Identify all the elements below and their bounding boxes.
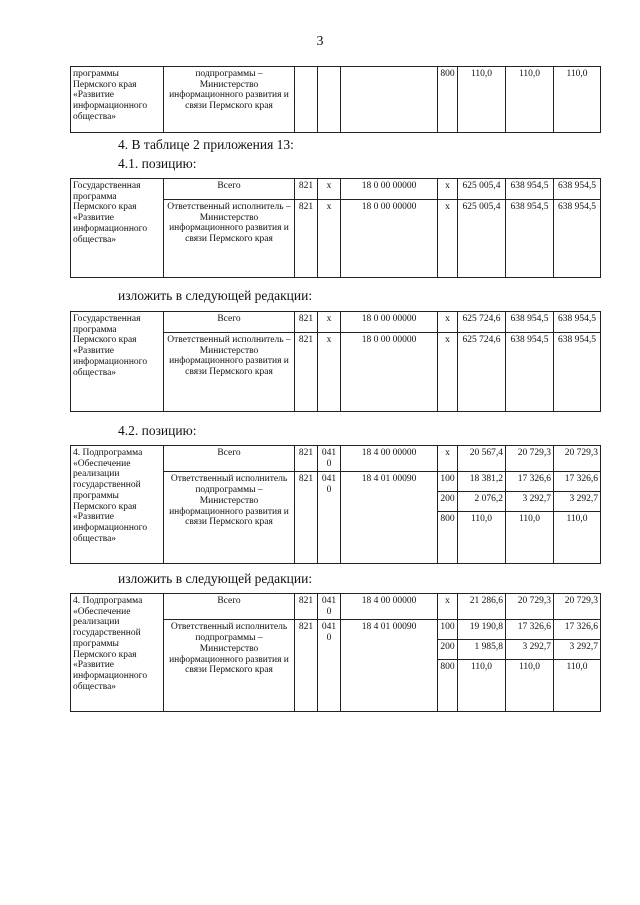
vr-cell: 200 <box>438 492 458 512</box>
table-row <box>71 179 601 200</box>
top-fragment-table <box>70 66 601 133</box>
grbs-cell <box>295 67 318 133</box>
rzpr-cell: 0410 <box>318 594 341 620</box>
row-label-cell: Ответственный исполнитель – Министерство информационного развития и связи Пермского края <box>164 333 295 412</box>
value-cell: 21 286,6 <box>458 594 506 620</box>
value-cell: 638 954,5 <box>506 312 554 333</box>
grbs-cell: 821 <box>295 472 318 564</box>
rzpr-cell: x <box>318 179 341 200</box>
row-label-cell: Всего <box>164 446 295 472</box>
table-row <box>71 312 601 333</box>
grbs-cell: 821 <box>295 446 318 472</box>
value-cell: 1 985,8 <box>458 640 506 660</box>
value-cell: 3 292,7 <box>506 492 554 512</box>
value-cell: 20 729,3 <box>506 594 554 620</box>
subprogram-name-cell: 4. Подпрограмма «Обеспечение реализации государственной программы Пермского края «Развитие информационного общества» <box>71 446 164 564</box>
program-name-cell: Государственная программа Пермского края «Развитие информационного общества» <box>71 312 164 412</box>
row-label-cell: Ответственный исполнитель – Министерство информационного развития и связи Пермского края <box>164 200 295 278</box>
value-cell: 20 729,3 <box>554 594 601 620</box>
grbs-cell: 821 <box>295 200 318 278</box>
rzpr-cell <box>318 67 341 133</box>
grbs-cell: 821 <box>295 179 318 200</box>
value-cell: 110,0 <box>458 67 506 133</box>
edit-heading-4-2: изложить в следующей редакции: <box>118 571 313 586</box>
value-cell: 3 292,7 <box>554 492 601 512</box>
table-row <box>71 594 601 620</box>
value-cell: 20 729,3 <box>506 446 554 472</box>
csr-cell: 18 0 00 00000 <box>341 333 438 412</box>
csr-cell: 18 0 00 00000 <box>341 179 438 200</box>
value-cell: 17 326,6 <box>554 472 601 492</box>
vr-cell: 200 <box>438 640 458 660</box>
value-cell: 638 954,5 <box>554 200 601 278</box>
rzpr-cell: 0410 <box>318 472 341 564</box>
vr-cell: x <box>438 179 458 200</box>
value-cell: 2 076,2 <box>458 492 506 512</box>
table-4-1-old <box>70 178 601 278</box>
grbs-cell: 821 <box>295 333 318 412</box>
value-cell: 110,0 <box>506 67 554 133</box>
subprogram-name-cell: 4. Подпрограмма «Обеспечение реализации государственной программы Пермского края «Развитие информационного общества» <box>71 594 164 712</box>
vr-cell: x <box>438 200 458 278</box>
table-4-2-old <box>70 445 601 564</box>
value-cell: 110,0 <box>554 67 601 133</box>
csr-cell: 18 0 00 00000 <box>341 312 438 333</box>
value-cell: 110,0 <box>506 660 554 712</box>
value-cell: 110,0 <box>458 512 506 564</box>
value-cell: 638 954,5 <box>506 333 554 412</box>
vr-cell: x <box>438 333 458 412</box>
row-label-cell: Ответственный исполнитель подпрограммы – Министерство информационного развития и связи Пермского края <box>164 472 295 564</box>
csr-cell: 18 4 00 00000 <box>341 594 438 620</box>
table-row <box>71 67 601 133</box>
value-cell: 17 326,6 <box>506 472 554 492</box>
row-label-cell: Всего <box>164 312 295 333</box>
value-cell: 20 567,4 <box>458 446 506 472</box>
table-4-1-new <box>70 311 601 412</box>
vr-cell: 100 <box>438 472 458 492</box>
vr-cell: x <box>438 446 458 472</box>
rzpr-cell: 0410 <box>318 620 341 712</box>
value-cell: 110,0 <box>554 660 601 712</box>
value-cell: 638 954,5 <box>554 179 601 200</box>
table-4-2-new <box>70 593 601 712</box>
value-cell: 20 729,3 <box>554 446 601 472</box>
page-number: 3 <box>316 34 324 49</box>
row-label-cell: Всего <box>164 179 295 200</box>
row-label-cell: Ответственный исполнитель подпрограммы – Министерство информационного развития и связи Пермского края <box>164 620 295 712</box>
vr-cell: 800 <box>438 67 458 133</box>
table-row <box>71 446 601 472</box>
rzpr-cell: x <box>318 200 341 278</box>
value-cell: 638 954,5 <box>506 179 554 200</box>
grbs-cell: 821 <box>295 620 318 712</box>
csr-cell: 18 4 00 00000 <box>341 446 438 472</box>
vr-cell: 800 <box>438 660 458 712</box>
rzpr-cell: 0410 <box>318 446 341 472</box>
vr-cell: 100 <box>438 620 458 640</box>
value-cell: 638 954,5 <box>506 200 554 278</box>
program-name-cell: Государственная программа Пермского края «Развитие информационного общества» <box>71 179 164 278</box>
value-cell: 3 292,7 <box>506 640 554 660</box>
value-cell: 19 190,8 <box>458 620 506 640</box>
rzpr-cell: x <box>318 333 341 412</box>
value-cell: 625 005,4 <box>458 200 506 278</box>
value-cell: 110,0 <box>506 512 554 564</box>
grbs-cell: 821 <box>295 594 318 620</box>
csr-cell: 18 4 01 00090 <box>341 472 438 564</box>
rzpr-cell: x <box>318 312 341 333</box>
grbs-cell: 821 <box>295 312 318 333</box>
value-cell: 3 292,7 <box>554 640 601 660</box>
value-cell: 18 381,2 <box>458 472 506 492</box>
csr-cell <box>341 67 438 133</box>
vr-cell: 800 <box>438 512 458 564</box>
row-label-cell: Всего <box>164 594 295 620</box>
value-cell: 17 326,6 <box>506 620 554 640</box>
value-cell: 625 724,6 <box>458 312 506 333</box>
vr-cell: x <box>438 312 458 333</box>
value-cell: 17 326,6 <box>554 620 601 640</box>
value-cell: 110,0 <box>554 512 601 564</box>
value-cell: 625 724,6 <box>458 333 506 412</box>
program-name-cell: программы Пермского края «Развитие информационного общества» <box>71 67 164 133</box>
value-cell: 638 954,5 <box>554 333 601 412</box>
vr-cell: x <box>438 594 458 620</box>
value-cell: 110,0 <box>458 660 506 712</box>
value-cell: 638 954,5 <box>554 312 601 333</box>
executor-cell: подпрограммы – Министерство информационного развития и связи Пермского края <box>164 67 295 133</box>
edit-heading-4-1: изложить в следующей редакции: <box>118 288 313 303</box>
value-cell: 625 005,4 <box>458 179 506 200</box>
section-4-heading: 4. В таблице 2 приложения 13: <box>118 137 294 152</box>
csr-cell: 18 0 00 00000 <box>341 200 438 278</box>
section-4-1-heading: 4.1. позицию: <box>118 156 197 171</box>
csr-cell: 18 4 01 00090 <box>341 620 438 712</box>
section-4-2-heading: 4.2. позицию: <box>118 423 197 438</box>
